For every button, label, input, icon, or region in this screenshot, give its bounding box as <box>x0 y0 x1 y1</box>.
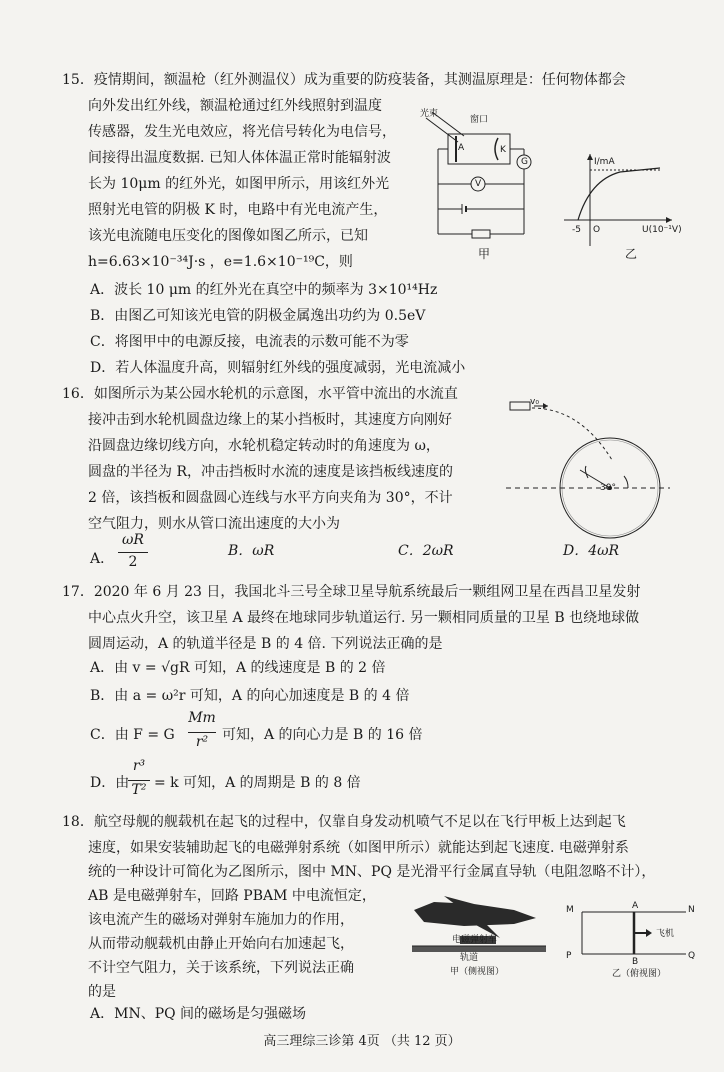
q15-yi-ylabel: I/mA <box>594 157 615 167</box>
q18-line-1: 速度，如果安装辅助起飞的电磁弹射系统（如图甲所示）就能达到起飞速度. 电磁弹射系 <box>88 840 629 856</box>
q15-option-c: C．将图甲中的电源反接，电流表的示数可能不为零 <box>90 334 409 350</box>
q18-jia-caption: 甲（侧视图） <box>450 967 505 977</box>
q15-option-d: D．若人体温度升高，则辐射红外线的强度减弱，光电流减小 <box>90 360 466 376</box>
q16-angle-label: 30° <box>600 483 616 493</box>
q17-option-b: B．由 a = ω²r 可知，A 的向心加速度是 B 的 4 倍 <box>90 688 410 704</box>
q15-jia-a-label: A <box>458 143 465 153</box>
q15-jia-g-label: G <box>521 157 528 167</box>
q17-line-1: 中心点火升空，该卫星 A 最终在地球同步轨道运行. 另一颗相同质量的卫星 B 也绕地球做 <box>88 610 640 626</box>
q17-option-d-denominator: T² <box>131 782 147 798</box>
q16-line-3: 圆盘的半径为 R，冲击挡板时水流的速度是该挡板线速度的 <box>88 464 453 480</box>
q15-jia-window-label: 窗口 <box>470 115 489 125</box>
q15-yi-neg: -5 <box>572 225 581 235</box>
q15-jia-light-label: 光束 <box>420 109 439 119</box>
q15-yi-origin: O <box>593 225 601 235</box>
q18-line-6: 不计空气阻力，关于该系统，下列说法正确 <box>88 960 354 976</box>
q18-line-0: 18．航空母舰的舰载机在起飞的过程中，仅靠自身发动机喷气不足以在飞行甲板上达到起飞 <box>62 814 626 830</box>
q15-yi-caption: 乙 <box>625 247 638 261</box>
q17-line-2: 圆周运动，A 的轨道半径是 B 的 4 倍. 下列说法正确的是 <box>88 636 443 652</box>
q16-line-0: 16．如图所示为某公园水轮机的示意图，水平管中流出的水流直 <box>62 386 458 402</box>
q18-yi-plane-label: 飞机 <box>656 929 675 939</box>
q16-option-a-denominator: 2 <box>128 554 138 570</box>
q16-v0-label: v₀ <box>530 397 539 407</box>
q18-yi-a-label: A <box>632 901 639 911</box>
q18-option-a: A．MN、PQ 间的磁场是匀强磁场 <box>90 1006 307 1022</box>
q17-option-c-denominator: r² <box>195 734 209 750</box>
q18-line-4: 该电流产生的磁场对弹射车施加力的作用， <box>88 912 354 928</box>
q15-option-b: B．由图乙可知该光电管的阴极金属逸出功约为 0.5eV <box>90 308 426 324</box>
q17-option-a: A．由 v = √gR 可知，A 的线速度是 B 的 2 倍 <box>90 660 386 676</box>
q17-option-d-numerator: r³ <box>132 758 146 774</box>
q16-option-d: D．4ωR <box>563 543 620 559</box>
q15-line-7: h=6.63×10⁻³⁴J·s ，e=1.6×10⁻¹⁹C，则 <box>88 254 353 270</box>
q15-jia-caption: 甲 <box>478 247 491 261</box>
q18-yi-m-label: M <box>566 905 574 915</box>
q16-option-a-numerator: ωR <box>122 532 144 548</box>
q15-jia-k-label: K <box>500 145 506 155</box>
q18-yi-b-label: B <box>632 957 639 967</box>
q16-line-2: 沿圆盘边缘切线方向，水轮机稳定转动时的角速度为 ω， <box>88 438 440 454</box>
q18-line-7: 的是 <box>88 984 116 1000</box>
q18-figure-jia <box>404 888 554 968</box>
q15-option-a: A．波长 10 μm 的红外光在真空中的频率为 3×10¹⁴Hz <box>90 282 438 298</box>
page-footer: 高三理综三诊第 4页 （共 12 页） <box>263 1034 461 1049</box>
q16-line-5: 空气阻力，则水从管口流出速度的大小为 <box>88 516 340 532</box>
q15-yi-xlabel: U(10⁻¹V) <box>642 225 682 235</box>
q16-option-c: C．2ωR <box>398 543 454 559</box>
q16-line-1: 接冲击到水轮机圆盘边缘上的某小挡板时，其速度方向刚好 <box>88 412 452 428</box>
q15-line-5: 照射光电管的阴极 K 时，电路中有光电流产生， <box>88 202 388 218</box>
q15-line-2: 传感器，发生光电效应，将光信号转化为电信号， <box>88 124 396 140</box>
q18-yi-p-label: P <box>566 951 572 961</box>
q18-jia-rail-label: 轨道 <box>460 953 479 963</box>
q15-line-4: 长为 10μm 的红外光，如图甲所示，用该红外光 <box>88 176 390 192</box>
q16-option-b: B．ωR <box>228 543 275 559</box>
q17-option-c-numerator: Mm <box>188 710 216 726</box>
q16-line-4: 2 倍，该挡板和圆盘圆心连线与水平方向夹角为 30°，不计 <box>88 490 453 506</box>
q18-yi-n-label: N <box>688 905 695 915</box>
q15-line-3: 间接得出温度数据. 已知人体体温正常时能辐射波 <box>88 150 391 166</box>
q18-figure-yi <box>566 898 696 968</box>
q15-jia-v-label: V <box>475 179 482 189</box>
q18-jia-car-label: 电磁弹射车 <box>452 935 498 945</box>
q16-figure-waterwheel <box>500 390 680 550</box>
q15-line-6: 该光电流随电压变化的图像如图乙所示，已知 <box>88 228 368 244</box>
q18-yi-caption: 乙（俯视图） <box>612 969 667 979</box>
q15-line-0: 15．疫情期间，额温枪（红外测温仪）成为重要的防疫装备，其测温原理是：任何物体都会 <box>62 72 626 88</box>
q18-line-2: 统的一种设计可简化为乙图所示，图中 MN、PQ 是光滑平行金属直导轨（电阻忽略不计）， <box>88 864 656 880</box>
q18-line-3: AB 是电磁弹射车，回路 PBAM 中电流恒定， <box>88 888 376 904</box>
q18-yi-q-label: Q <box>688 951 696 961</box>
q15-line-1: 向外发出红外线，额温枪通过红外线照射到温度 <box>88 98 382 114</box>
q17-line-0: 17．2020 年 6 月 23 日，我国北斗三号全球卫星导航系统最后一颗组网卫星在西昌卫星发射 <box>62 584 641 600</box>
q18-line-5: 从而带动舰载机由静止开始向右加速起飞， <box>88 936 354 952</box>
